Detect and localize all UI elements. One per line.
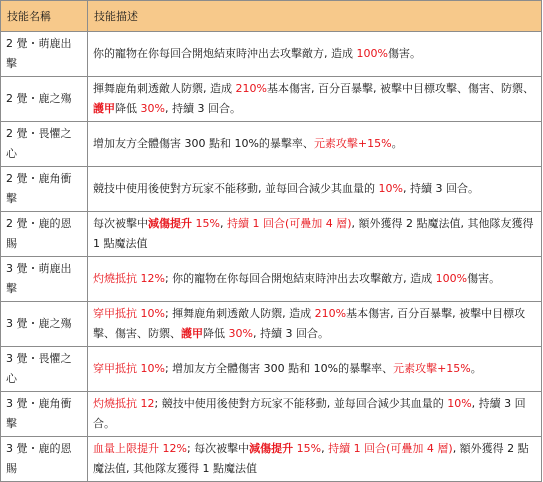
highlight-text: 15%: [195, 217, 220, 230]
skill-description-cell: [88, 437, 542, 482]
highlight-text: 100%: [356, 47, 388, 60]
description-text: 。: [470, 362, 482, 375]
highlight-text: 210%: [235, 82, 267, 95]
highlight-text: 減傷提升: [249, 442, 294, 455]
highlight-text: 持續 1 回合(可疊加 4 層): [226, 217, 352, 230]
highlight-text: 護甲: [181, 327, 203, 340]
skill-name-cell: 2 覺・萌鹿出擊: [1, 32, 88, 77]
description-text: , 持續 3 回合。: [93, 397, 526, 430]
description-text: ; 競技中使用後使對方玩家不能移動, 並每回合減少其血量的: [154, 397, 448, 410]
skill-name-cell: 3 覺・鹿角衝擊: [1, 392, 88, 437]
description-text: 基本傷害, 百分百暴擊, 被擊中目標攻擊、傷害、防禦、: [266, 82, 534, 95]
skill-description-cell: [88, 212, 542, 257]
table-row: [1, 302, 542, 347]
highlight-text: 15%: [296, 442, 322, 455]
highlight-text: 10%: [378, 182, 403, 195]
description-text: ; 每次被擊中: [186, 442, 250, 455]
skill-name-cell: 2 覺・畏懼之心: [1, 122, 88, 167]
highlight-text: 30%: [228, 327, 253, 340]
header-skill-name: 技能名稱: [1, 1, 88, 32]
table-row: [1, 437, 542, 482]
highlight-text: +15%: [437, 362, 471, 375]
description-text: ; 增加友方全體傷害 300 點和 10%的暴擊率、: [164, 362, 394, 375]
description-text: ; 揮舞鹿角刺透敵人防禦, 造成: [164, 307, 315, 320]
description-text: , 額外獲得 2 點魔法值, 其他隊友獲得 1 點魔法值: [93, 442, 529, 475]
skill-description-cell: [88, 122, 542, 167]
skill-description-cell: [88, 257, 542, 302]
highlight-text: 持續 1 回合(可疊加 4 層): [328, 442, 453, 455]
table-row: [1, 122, 542, 167]
description-text: 傷害。: [467, 272, 501, 285]
skill-name-cell: 2 覺・鹿的恩賜: [1, 212, 88, 257]
description-text: , 持續 3 回合。: [252, 327, 329, 340]
description-text: 競技中使用後使對方玩家不能移動, 並每回合減少其血量的: [93, 182, 379, 195]
highlight-text: 護甲: [93, 102, 115, 115]
skill-name-cell: 2 覺・鹿角衝擊: [1, 167, 88, 212]
description-text: 增加友方全體傷害 300 點和 10%的暴擊率、: [93, 137, 314, 150]
skill-description-cell: [88, 32, 542, 77]
skill-name-cell: 3 覺・萌鹿出擊: [1, 257, 88, 302]
skill-rows: [1, 32, 542, 482]
description-text: 你的寵物在你每回合開炮結束時沖出去攻擊敵方, 造成: [93, 47, 357, 60]
table-row: [1, 257, 542, 302]
highlight-text: 210%: [314, 307, 347, 320]
header-skill-description: 技能描述: [88, 1, 542, 32]
header-row: [1, 1, 542, 32]
description-text: 降低: [115, 102, 141, 115]
table-row: [1, 77, 542, 122]
highlight-text: 灼燒抵抗 12: [93, 397, 155, 410]
skill-name-cell: 2 覺・鹿之殤: [1, 77, 88, 122]
skill-name-cell: 3 覺・鹿之殤: [1, 302, 88, 347]
table-row: [1, 212, 542, 257]
description-text: 。: [391, 137, 403, 150]
description-text: , 額外獲得 2 點魔法值, 其他隊友獲得 1 點魔法值: [93, 217, 534, 250]
description-text: ,: [219, 217, 227, 230]
highlight-text: 元素攻擊+15%: [313, 137, 392, 150]
description-text: 基本傷害, 百分百暴擊, 被擊中目標攻擊、傷害、防禦、: [93, 307, 526, 340]
highlight-text: 穿甲抵抗 10%: [93, 307, 165, 320]
description-text: ,: [321, 442, 329, 455]
skill-name-cell: 3 覺・畏懼之心: [1, 347, 88, 392]
description-text: , 持續 3 回合。: [402, 182, 479, 195]
highlight-text: 10%: [447, 397, 472, 410]
skill-description-cell: [88, 77, 542, 122]
highlight-text: 穿甲抵抗 10%: [93, 362, 165, 375]
description-text: , 持續 3 回合。: [164, 102, 241, 115]
skill-description-cell: [88, 167, 542, 212]
skill-description-cell: [88, 392, 542, 437]
skill-description-cell: [88, 347, 542, 392]
highlight-text: 元素攻擊: [393, 362, 438, 375]
highlight-text: 30%: [140, 102, 165, 115]
highlight-text: 減傷提升: [148, 217, 192, 230]
table-row: [1, 32, 542, 77]
description-text: 揮舞鹿角刺透敵人防禦, 造成: [93, 82, 236, 95]
table-row: [1, 167, 542, 212]
description-text: 每次被擊中: [93, 217, 148, 230]
highlight-text: 血量上限提升 12%: [93, 442, 187, 455]
highlight-text: 灼燒抵抗 12%: [93, 272, 165, 285]
description-text: 降低: [203, 327, 229, 340]
description-text: 傷害。: [387, 47, 421, 60]
table-row: [1, 347, 542, 392]
highlight-text: 100%: [435, 272, 468, 285]
description-text: ; 你的寵物在你每回合開炮結束時沖出去攻擊敵方, 造成: [164, 272, 436, 285]
table-row: [1, 392, 542, 437]
skill-name-cell: 3 覺・鹿的恩賜: [1, 437, 88, 482]
skill-description-cell: [88, 302, 542, 347]
